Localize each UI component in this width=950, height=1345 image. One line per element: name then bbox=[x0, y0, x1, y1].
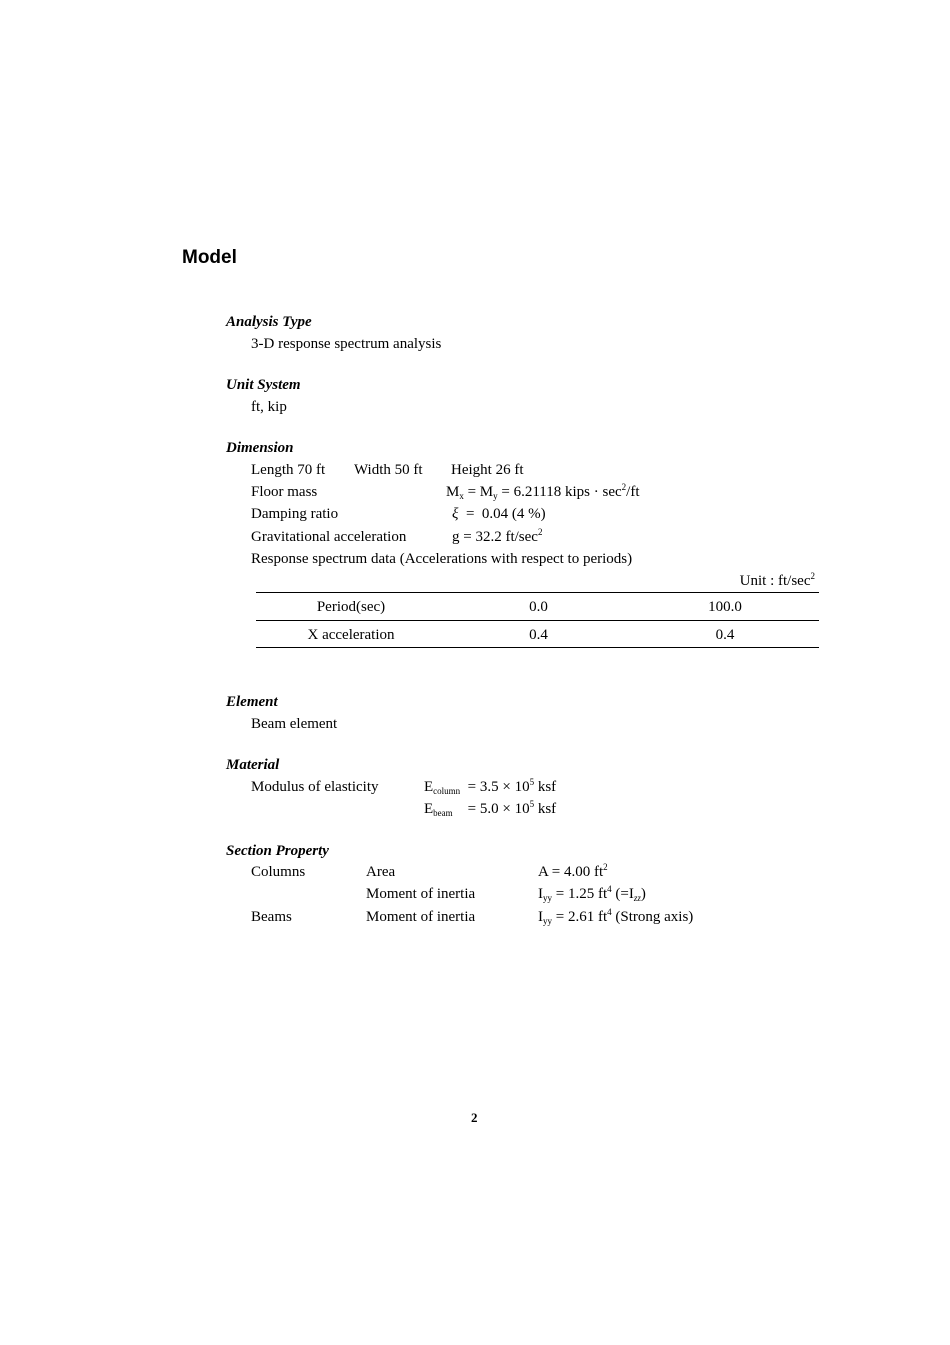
beam-moi-note: (Strong axis) bbox=[615, 909, 694, 925]
unit-system-text: ft, kip bbox=[251, 399, 287, 415]
columns-label: Columns bbox=[251, 864, 306, 880]
floor-mass-label: Floor mass bbox=[251, 484, 318, 500]
e-beam-value: $E_{beam}$ = $5.0 \times 10^5$ ksf bbox=[424, 799, 557, 818]
table-cell-2: 0.4 bbox=[715, 627, 735, 643]
table-row-label: X acceleration bbox=[307, 627, 395, 643]
column-moi-number: = 1.25 ft bbox=[555, 886, 608, 902]
column-moi-label: Moment of inertia bbox=[366, 886, 476, 902]
length-text: Length 70 ft bbox=[251, 462, 326, 478]
column-moi-value: $I_{yy} = 1.25$ $ft^4$ $(=I_{zz})$ bbox=[538, 884, 646, 903]
e-beam-number: = 5.0 × 10 bbox=[467, 801, 530, 817]
beam-moi-value: $I_{yy} = 2.61$ $ft^4$ (Strong axis) bbox=[538, 907, 694, 926]
table-cell-1: 0.4 bbox=[529, 627, 548, 643]
table-top-rule bbox=[256, 592, 819, 593]
e-column-value: $E_{column} = 3.5 \times 10^5$ ksf bbox=[424, 777, 557, 796]
beam-subscript: beam bbox=[433, 808, 453, 818]
damping-label: Damping ratio bbox=[251, 506, 339, 522]
floor-mass-number: 6.21118 kips · sec bbox=[513, 484, 622, 500]
e-column-number: = 3.5 × 10 bbox=[467, 779, 530, 795]
column-moi-note: (=I bbox=[615, 886, 634, 902]
table-bottom-rule bbox=[256, 647, 819, 648]
table-header-100: 100.0 bbox=[708, 599, 742, 615]
damping-value: ξ = 0.04 (4 %) bbox=[452, 506, 546, 522]
damping-number: 0.04 (4 %) bbox=[481, 506, 546, 522]
e-beam-unit: ksf bbox=[537, 801, 557, 817]
column-subscript: column bbox=[433, 786, 461, 796]
section-property-heading: Section Property bbox=[226, 843, 329, 859]
e-column-unit: ksf bbox=[537, 779, 557, 795]
material-heading: Material bbox=[226, 757, 280, 773]
page-title: Model bbox=[182, 247, 237, 268]
area-value: A = 4.00 $ft^2$ bbox=[538, 862, 608, 880]
beams-label: Beams bbox=[251, 909, 292, 925]
table-header-period: Period(sec) bbox=[316, 599, 386, 615]
unit-system-heading: Unit System bbox=[226, 377, 301, 393]
height-text: Height 26 ft bbox=[451, 462, 524, 478]
floor-mass-value: $M_x = M_y = 6.21118$ kips · $\sec^2/ft$ bbox=[446, 482, 640, 501]
xi-symbol: ξ bbox=[452, 506, 459, 522]
area-label: Area bbox=[366, 864, 396, 880]
gravity-number: g = 32.2 ft/sec bbox=[452, 529, 538, 545]
element-heading: Element bbox=[226, 694, 278, 710]
modulus-label: Modulus of elasticity bbox=[251, 779, 379, 795]
gravity-value: g = 32.2 $ft/\sec^2$ bbox=[452, 527, 543, 545]
gravity-label: Gravitational acceleration bbox=[251, 529, 407, 545]
unit-label: Unit : $ft/\sec^2$ bbox=[739, 571, 815, 589]
beam-moi-label: Moment of inertia bbox=[366, 909, 476, 925]
beam-moi-number: = 2.61 ft bbox=[555, 909, 608, 925]
table-mid-rule bbox=[256, 620, 819, 621]
analysis-type-text: 3-D response spectrum analysis bbox=[251, 336, 442, 352]
dimension-heading: Dimension bbox=[226, 440, 294, 456]
page-number: 2 bbox=[471, 1110, 478, 1125]
area-number: A = 4.00 ft bbox=[538, 864, 604, 880]
width-text: Width 50 ft bbox=[354, 462, 423, 478]
spectrum-caption: Response spectrum data (Accelerations with respect to periods) bbox=[251, 551, 633, 567]
unit-label-text: Unit : ft/sec bbox=[739, 573, 811, 589]
element-text: Beam element bbox=[251, 716, 338, 732]
analysis-type-heading: Analysis Type bbox=[226, 314, 312, 330]
table-header-0: 0.0 bbox=[529, 599, 548, 615]
